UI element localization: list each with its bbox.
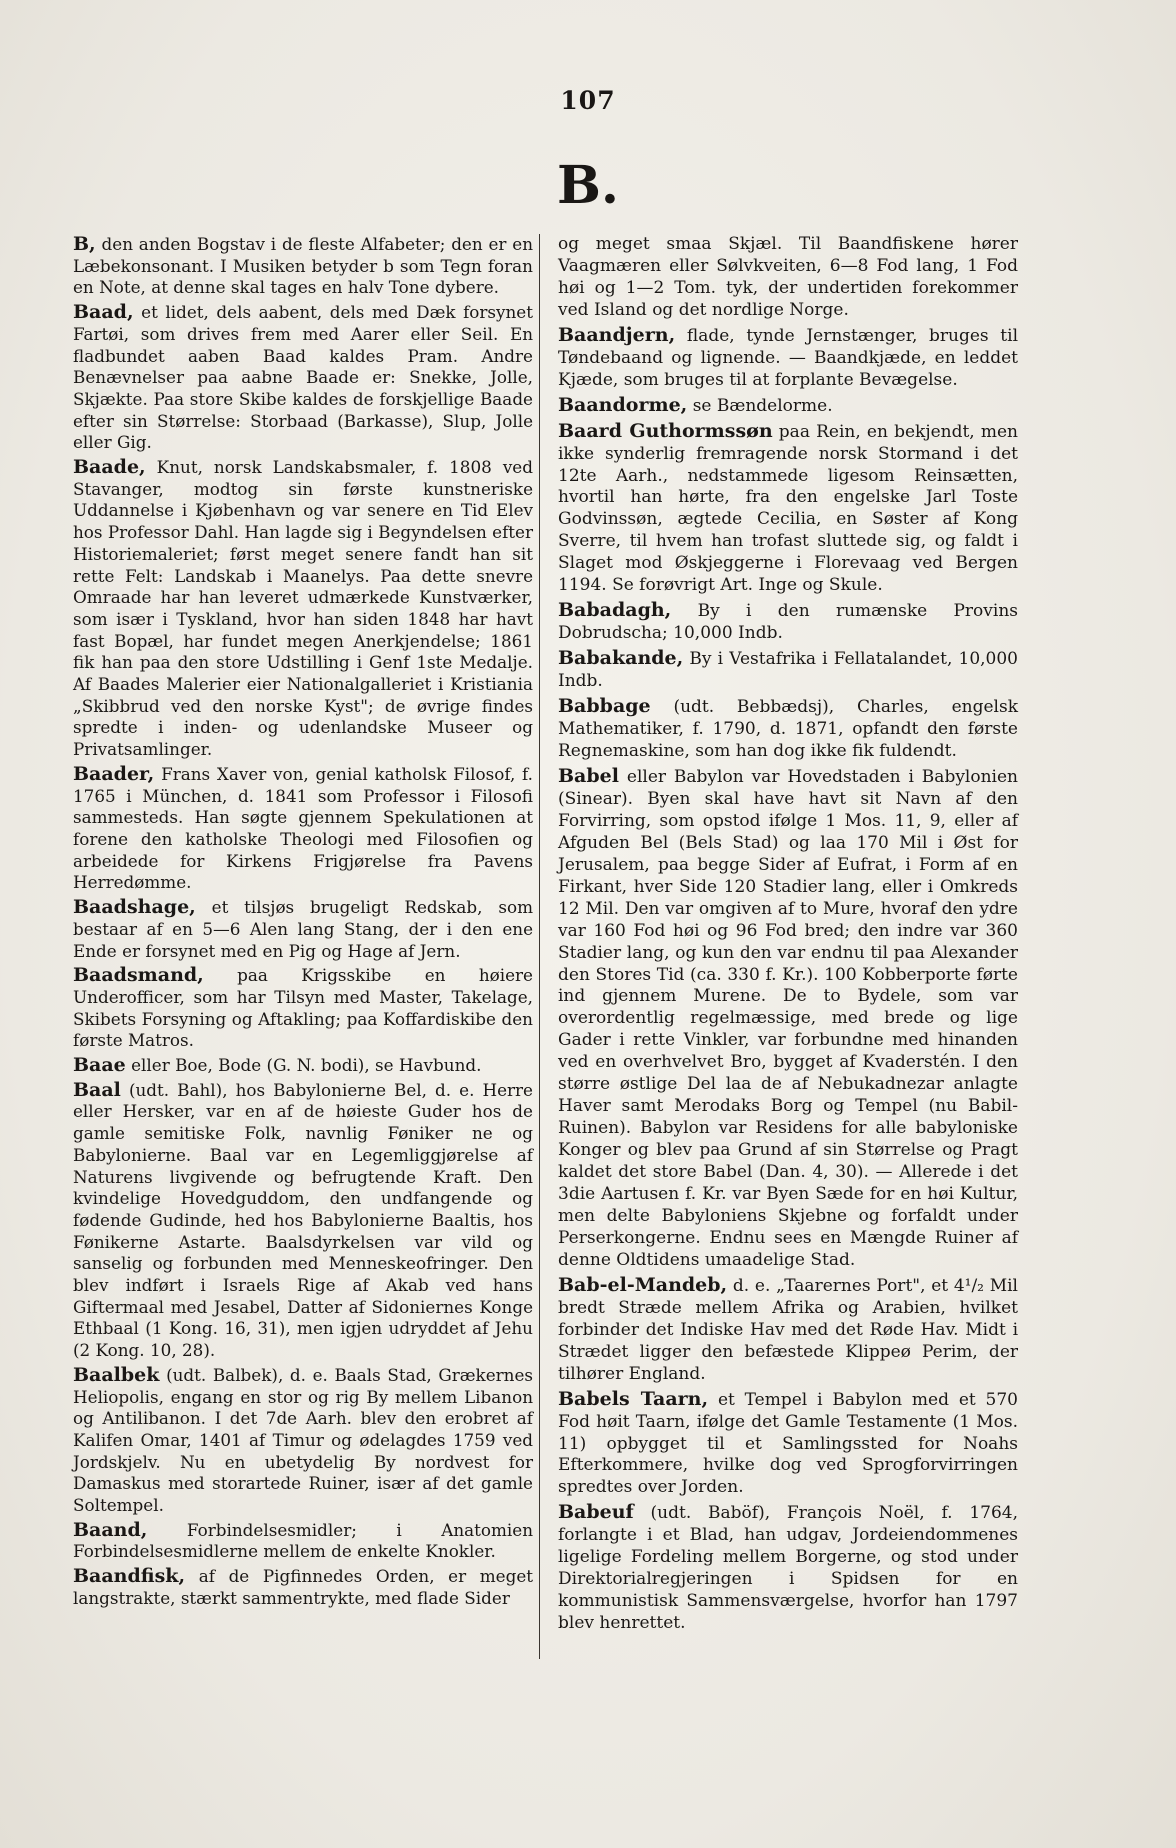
entry-text: flade, tynde Jernstænger, bruges til Tøndebaand og lignende. — Baandkjæde, en leddet Kjæde, som bruges til at forplante Bevægelse.: [558, 325, 1019, 390]
entry-text: og meget smaa Skjæl. Til Baandfiskene hører Vaagmæren eller Sølvkveiten, 6—8 Fod lang, 1 Fod høi og 1—2 Tom. tyk, der undertiden forekommer ved Island og det nordlige Norge.: [558, 234, 1018, 320]
entry-text: (udt. Bahl), hos Babylonierne Bel, d. e. Herre eller Hersker, var en af de høieste Guder hos de gamle semitiske Folk, navnlig Føniker ne og Babylonierne. Baal var en Legemliggjørelse af Naturens livgivende og befrugtende Kraft. Den kvindelige Hovedguddom, den undfangende og fødende Gudinde, hed hos Babylonierne Baaltis, hos Fønikerne Astarte. Baalsdyrkelsen var vild og sanselig og forbunden med Menneskeofringer. Den blev indført i Israels Rige af Akab ved hans Giftermaal med Jesabel, Datter af Sidoniernes Konge Ethbaal (1 Kong. 16, 31), men igjen udryddet af Jehu (2 Kong. 10, 28).: [73, 1079, 533, 1361]
entry-text: Knut, norsk Landskabsmaler, f. 1808 ved Stavanger, modtog sin første kunstneriske Uddannelse i Kjøbenhavn og var senere en Tid Elev hos Professor Dahl. Han lagde sig i Begyndelsen efter Historiemaleriet; først meget senere fandt han sit rette Felt: Landskab i Maanelys. Paa dette snevre Omraade har han leveret udmærkede Kunstværker, som især i Tyskland, hvor han siden 1848 har havt fast Bopæl, har fundet megen Anerkjendelse; 1861 fik han paa den store Udstilling i Genf 1ste Medalje. Af Baades Malerier eier Nationalgalleriet i Kristiania „Skibbrud ved den norske Kyst"; de øvrige findes spredte i inden- og udenlandske Museer og Privatsamlinger.: [73, 457, 533, 760]
entry-headword: Baal: [73, 1078, 121, 1101]
entry-headword: B,: [73, 233, 96, 255]
dictionary-entry: [558, 421, 1018, 598]
left-column: [73, 234, 533, 1613]
entry-headword: Babbage: [558, 695, 651, 718]
dictionary-entry: [73, 764, 533, 894]
entry-text: (udt. Balbek), d. e. Baals Stad, Grækernes Heliopolis, engang en stor og rig By mellem Libanon og Antilibanon. I det 7de Aarh. blev den erobret af Kalifen Omar, 1401 af Timur og ødelagdes 1759 ved Jordskjelv. Nu en ubetydelig By nordvest for Damaskus med storartede Ruiner, især af det gamle Soltempel.: [73, 1364, 534, 1516]
entry-text: Frans Xaver von, genial katholsk Filosof, f. 1765 i München, d. 1841 som Professor i Filosofi sammesteds. Han søgte gjennem Spekulationen at forene den katholske Theologi med Filosofien og arbeidede for Kirkens Frigjørelse fra Pavens Herredømme.: [73, 763, 533, 893]
entry-text: et lidet, dels aabent, dels med Dæk forsynet Fartøi, som drives frem med Aarer eller Seil. En fladbundet aaben Baad kaldes Pram. Andre Benævnelser paa aabne Baade er: Snekke, Jolle, Skjækte. Paa store Skibe kaldes de forskjellige Baade efter sin Størrelse: Storbaad (Barkasse), Slup, Jolle eller Gig.: [73, 302, 533, 453]
entry-text: paa Rein, en bekjendt, men ikke synderlig fremragende norsk Stormand i det 12te Aarh., nedstammede ligesom Reinsætten, hvortil han hørte, fra den engelske Jarl Toste Godvinssøn, ægtede Cecilia, en Søster af Kong Sverre, til hvem han trofast sluttede sig, og faldt i Slaget mod Øskjeggerne i Florevaag ved Bergen 1194. Se forøvrigt Art. Inge og Skule.: [558, 421, 1018, 596]
entry-text: af de Pigfinnedes Orden, er meget langstrakte, stærkt sammentrykte, med flade Sider: [73, 1566, 533, 1608]
entry-text: eller Boe, Bode (G. N. bodi), se Havbund.: [131, 1055, 482, 1076]
entry-headword: Baand,: [73, 1518, 148, 1541]
dictionary-entry: [73, 965, 533, 1052]
dictionary-entry: [73, 1566, 533, 1609]
dictionary-entry: [73, 1080, 533, 1362]
entry-headword: Baalbek: [73, 1363, 160, 1386]
entry-headword: Baadshage,: [73, 896, 196, 919]
section-letter: B.: [556, 155, 620, 216]
dictionary-entry: [73, 457, 533, 761]
right-column: [558, 234, 1018, 1638]
entry-headword: Babels Taarn,: [558, 1387, 709, 1410]
entry-headword: Baandjern,: [558, 323, 676, 346]
entry-headword: Baade,: [73, 456, 146, 479]
entry-headword: Baard Guthormssøn: [558, 419, 773, 442]
dictionary-entry: [73, 1520, 533, 1563]
entry-text: eller Babylon var Hovedstaden i Babylonien (Sinear). Byen skal have havt sit Navn af den Forvirring, som opstod ifølge 1 Mos. 11, 9, eller af Afguden Bel (Bels Stad) og laa 170 Mil i Øst for Jerusalem, paa begge Sider af Eufrat, i Form af en Firkant, hver Side 120 Stadier lang, eller i Omkreds 12 Mil. Den var omgiven af to Mure, hvoraf den ydre var 160 Fod høi og 96 Fod bred; den indre var 360 Stadier lang, og kun den var endnu til paa Alexander den Stores Tid (ca. 330 f. Kr.). 100 Kobberporte førte ind gjennem Murene. De to Bydele, som var overordentlig regelmæssige, med brede og lige Gader i rette Vinkler, var forbundne med hinanden ved en overhvelvet Bro, bygget af Kvaderstén. I den større østlige Del laa de af Nebukadnezar anlagte Haver samt Merodaks Borg og Tempel (nu Babil-Ruinen). Babylon var Residens for alle babyloniske Konger og blev paa Grund af sin Størrelse og Pragt kaldet det store Babel (Dan. 4, 30). — Allerede i det 3die Aartusen f. Kr. var Byen Sæde for en høi Kultur, men delte Babyloniens Skjebne og forfaldt under Perserkongerne. Endnu sees en Mængde Ruiner af denne Oldtidens umaadelige Stad.: [558, 766, 1018, 1270]
dictionary-entry: [73, 302, 533, 454]
page-number: 107: [560, 86, 616, 115]
entry-headword: Babeuf: [558, 1501, 634, 1524]
dictionary-entry: [558, 1275, 1018, 1386]
dictionary-entry: [558, 395, 1018, 418]
dictionary-entry: [558, 234, 1018, 322]
entry-headword: Bab-el-Mandeb,: [558, 1273, 728, 1296]
dictionary-entry: [73, 1055, 533, 1077]
entry-text: (udt. Bebbædsj), Charles, engelsk Mathematiker, f. 1790, d. 1871, opfandt den første Regnemaskine, som han dog ikke fik fuldendt.: [558, 697, 1018, 761]
dictionary-entry: [73, 897, 533, 962]
entry-headword: Babakande,: [558, 647, 684, 670]
entry-headword: Baandfisk,: [73, 1565, 186, 1588]
dictionary-entry: [558, 766, 1018, 1272]
entry-headword: Babadagh,: [558, 599, 672, 622]
dictionary-entry: [558, 600, 1018, 645]
entry-headword: Baadsmand,: [73, 964, 204, 987]
dictionary-entry: [558, 1502, 1018, 1635]
dictionary-entry: [558, 325, 1018, 392]
entry-text: Forbindelsesmidler; i Anatomien Forbindelsesmidlerne mellem de enkelte Knokler.: [73, 1519, 533, 1562]
dictionary-entry: [558, 648, 1018, 693]
entry-text: et Tempel i Babylon med et 570 Fod høit Taarn, ifølge det Gamle Testamente (1 Mos. 11) opbygget til et Samlingssted for Noahs Efterkommere, hvilke dog ved Sprogforvirringen spredtes over Jorden.: [558, 1389, 1018, 1498]
entry-headword: Babel: [558, 764, 619, 787]
entry-text: se Bændelorme.: [692, 395, 833, 416]
entry-headword: Baad,: [73, 301, 134, 324]
dictionary-entry: [558, 1389, 1018, 1500]
dictionary-entry: [558, 696, 1018, 763]
dictionary-entry: [73, 234, 533, 299]
entry-text: et tilsjøs brugeligt Redskab, som bestaar af en 5—6 Alen lang Stang, der i den ene Ende er forsynet med en Pig og Hage af Jern.: [73, 897, 533, 961]
entry-headword: Baandorme,: [558, 393, 688, 416]
entry-text: By i Vestafrika i Fellatalandet, 10,000 Indb.: [558, 649, 1018, 692]
entry-headword: Baae: [73, 1054, 126, 1077]
entry-text: By i den rumænske Provins Dobrudscha; 10,000 Indb.: [558, 601, 1019, 644]
entry-headword: Baader,: [73, 762, 155, 785]
entry-text: paa Krigsskibe en høiere Underofficer, som har Tilsyn med Master, Takelage, Skibets Forsyning og Aftakling; paa Koffardiskibe den første Matros.: [73, 965, 533, 1051]
entry-text: (udt. Baböf), François Noël, f. 1764, forlangte i et Blad, han udgav, Jordeiendommenes ligelige Fordeling mellem Borgerne, og stod under Direktorialregjeringen i Spidsen for en kommunistisk Sammensværgelse, hvorfor han 1797 blev henrettet.: [558, 1503, 1019, 1634]
entry-text: d. e. „Taarernes Port", et 4¹/₂ Mil bredt Stræde mellem Afrika og Arabien, hvilket forbinder det Indiske Hav med det Røde Hav. Midt i Strædet ligger den befæstede Klippeø Perim, der tilhører England.: [558, 1275, 1018, 1384]
entry-text: den anden Bogstav i de fleste Alfabeter; den er en Læbekonsonant. I Musiken betyder b som Tegn foran en Note, at denne skal tages en halv Tone dybere.: [73, 234, 533, 298]
dictionary-entry: [73, 1365, 533, 1517]
column-divider: [539, 234, 540, 1659]
